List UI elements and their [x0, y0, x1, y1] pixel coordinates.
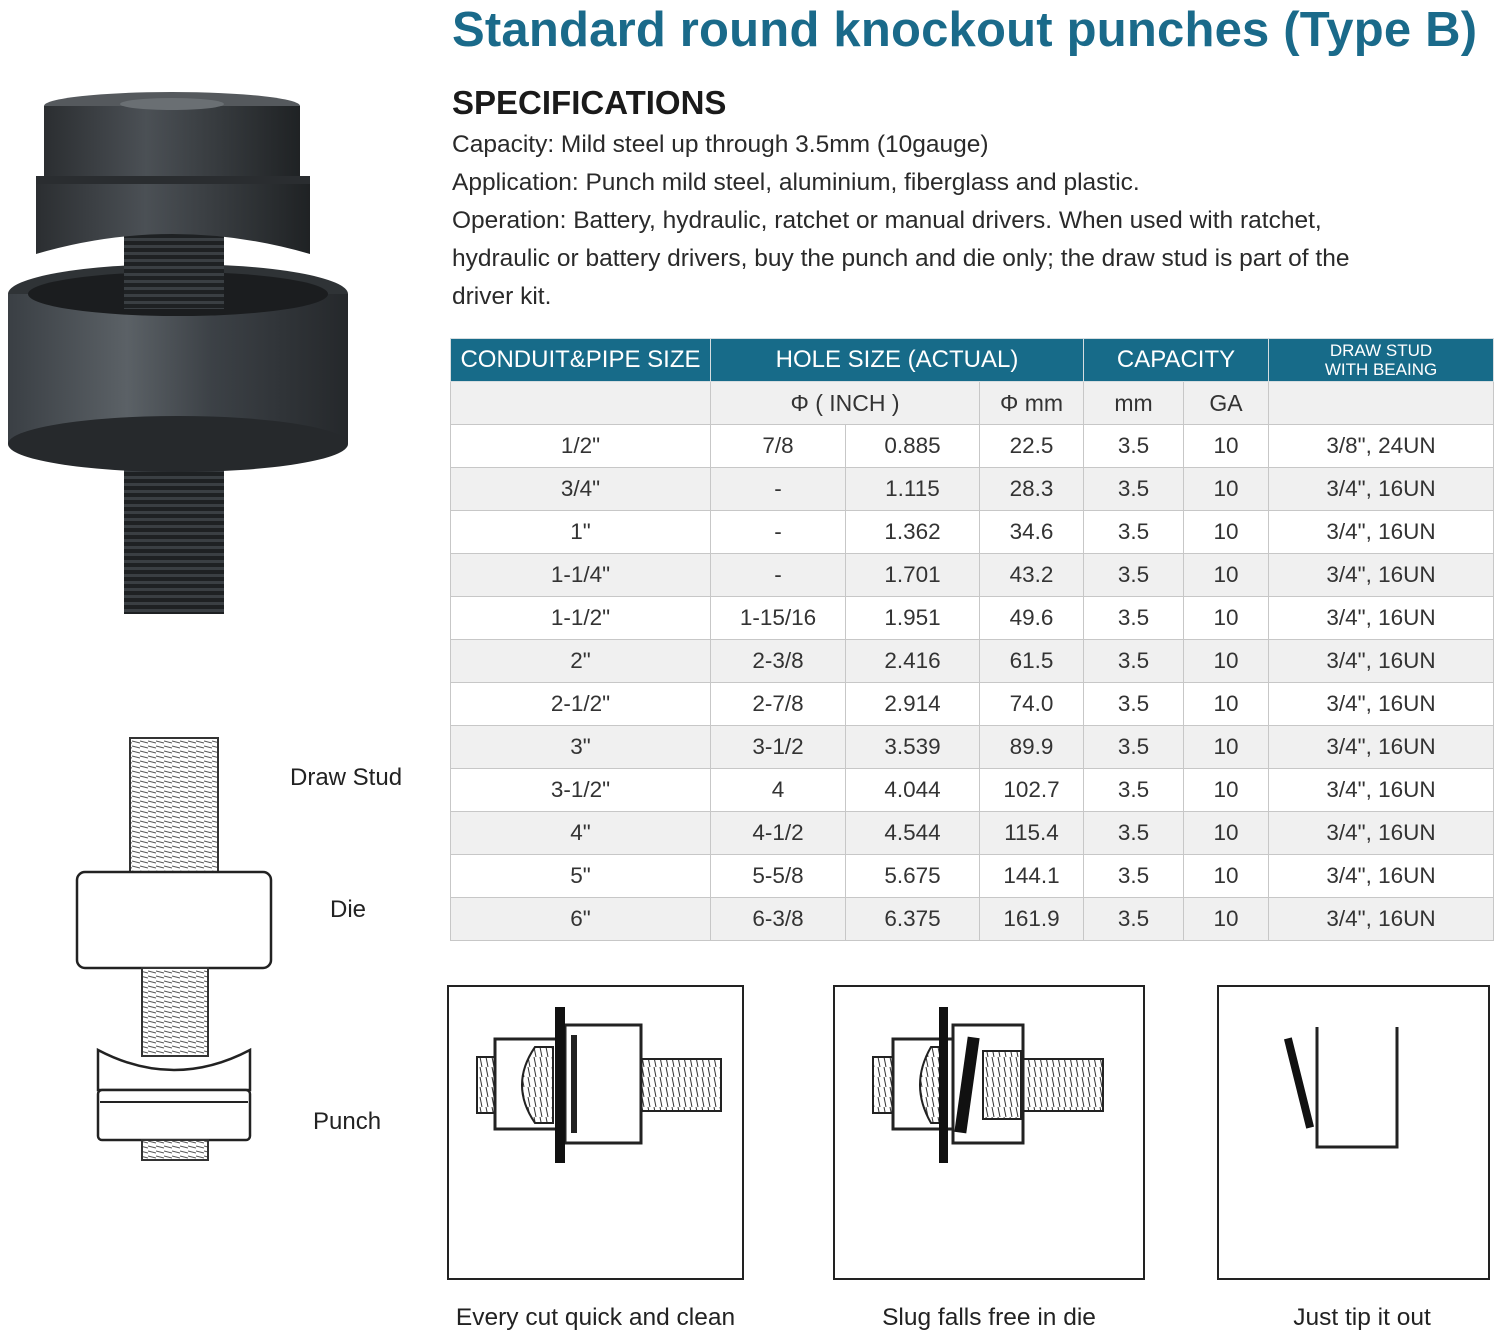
table-row — [451, 511, 1494, 554]
cell-hole-inch-decimal: 2.416 — [846, 640, 980, 683]
cell-hole-mm: 43.2 — [980, 554, 1084, 597]
subheader-inch: Φ ( INCH ) — [711, 382, 980, 425]
cell-hole-mm: 115.4 — [980, 812, 1084, 855]
cell-hole-inch-decimal: 4.544 — [846, 812, 980, 855]
table-row — [451, 726, 1494, 769]
cell-hole-inch-decimal: 1.362 — [846, 511, 980, 554]
table-row — [451, 640, 1494, 683]
cell-conduit-size: 1" — [451, 511, 711, 554]
cell-hole-inch-fraction: 1-15/16 — [711, 597, 846, 640]
cell-capacity-mm: 3.5 — [1084, 726, 1184, 769]
cell-hole-mm: 28.3 — [980, 468, 1084, 511]
header-hole-size: HOLE SIZE (ACTUAL) — [711, 339, 1084, 382]
cell-hole-mm: 34.6 — [980, 511, 1084, 554]
cell-capacity-mm: 3.5 — [1084, 468, 1184, 511]
cell-hole-inch-decimal: 5.675 — [846, 855, 980, 898]
cell-hole-inch-decimal: 0.885 — [846, 425, 980, 468]
cell-draw-stud: 3/4", 16UN — [1269, 468, 1494, 511]
cell-draw-stud: 3/4", 16UN — [1269, 640, 1494, 683]
cell-hole-inch-decimal: 1.951 — [846, 597, 980, 640]
die-part — [77, 872, 271, 968]
cell-hole-inch-fraction: 4-1/2 — [711, 812, 846, 855]
cell-draw-stud: 3/4", 16UN — [1269, 683, 1494, 726]
header-capacity: CAPACITY — [1084, 339, 1269, 382]
cell-draw-stud: 3/4", 16UN — [1269, 812, 1494, 855]
cell-capacity-ga: 10 — [1184, 683, 1269, 726]
cell-conduit-size: 3-1/2" — [451, 769, 711, 812]
cell-draw-stud: 3/4", 16UN — [1269, 726, 1494, 769]
cell-hole-inch-decimal: 1.701 — [846, 554, 980, 597]
cell-hole-inch-decimal: 3.539 — [846, 726, 980, 769]
cell-draw-stud: 3/4", 16UN — [1269, 855, 1494, 898]
spec-operation-end: driver kit. — [452, 283, 552, 310]
table-row — [451, 597, 1494, 640]
cell-conduit-size: 2-1/2" — [451, 683, 711, 726]
subheader-empty — [451, 382, 711, 425]
table-row — [451, 855, 1494, 898]
cell-conduit-size: 5" — [451, 855, 711, 898]
cell-hole-inch-fraction: - — [711, 468, 846, 511]
table-row — [451, 683, 1494, 726]
cell-hole-inch-decimal: 4.044 — [846, 769, 980, 812]
cell-capacity-ga: 10 — [1184, 597, 1269, 640]
label-draw-stud: Draw Stud — [290, 764, 403, 791]
table-row — [451, 554, 1494, 597]
specifications-heading: SPECIFICATIONS — [452, 84, 727, 121]
cell-hole-inch-decimal: 6.375 — [846, 898, 980, 941]
cell-hole-mm: 102.7 — [980, 769, 1084, 812]
spec-application: Application: Punch mild steel, aluminium, fiberglass and plastic. — [452, 169, 1140, 196]
knockout-punch-photo — [0, 84, 360, 624]
slug-illustration — [835, 987, 1143, 1278]
cell-hole-inch-fraction: - — [711, 554, 846, 597]
cell-conduit-size: 1-1/4" — [451, 554, 711, 597]
tip-illustration — [1219, 987, 1488, 1278]
cell-capacity-mm: 3.5 — [1084, 425, 1184, 468]
cell-conduit-size: 3" — [451, 726, 711, 769]
cell-capacity-mm: 3.5 — [1084, 511, 1184, 554]
step-panel-cut — [447, 985, 744, 1280]
spec-table — [450, 338, 1493, 941]
cell-hole-inch-fraction: 4 — [711, 769, 846, 812]
cell-capacity-ga: 10 — [1184, 769, 1269, 812]
header-draw-stud-line2: WITH BEAING — [1324, 360, 1438, 379]
specifications-text — [452, 126, 1412, 316]
cell-capacity-ga: 10 — [1184, 468, 1269, 511]
cell-hole-mm: 22.5 — [980, 425, 1084, 468]
cell-capacity-ga: 10 — [1184, 726, 1269, 769]
cell-capacity-mm: 3.5 — [1084, 554, 1184, 597]
cell-capacity-mm: 3.5 — [1084, 898, 1184, 941]
cell-draw-stud: 3/4", 16UN — [1269, 769, 1494, 812]
cell-draw-stud: 3/4", 16UN — [1269, 898, 1494, 941]
cell-draw-stud: 3/4", 16UN — [1269, 554, 1494, 597]
cell-draw-stud: 3/4", 16UN — [1269, 597, 1494, 640]
cell-hole-inch-fraction: 2-3/8 — [711, 640, 846, 683]
subheader-mm: mm — [1084, 382, 1184, 425]
draw-stud-part — [130, 738, 218, 873]
cell-capacity-mm: 3.5 — [1084, 855, 1184, 898]
cell-conduit-size: 6" — [451, 898, 711, 941]
table-body — [451, 425, 1494, 941]
cell-hole-inch-fraction: - — [711, 511, 846, 554]
cell-capacity-mm: 3.5 — [1084, 597, 1184, 640]
label-punch: Punch — [313, 1108, 382, 1135]
spec-capacity: Capacity: Mild steel up through 3.5mm (10gauge) — [452, 131, 989, 158]
step-panel-slug — [833, 985, 1145, 1280]
cell-hole-mm: 89.9 — [980, 726, 1084, 769]
caption-slug: Slug falls free in die — [882, 1304, 1096, 1331]
cell-capacity-mm: 3.5 — [1084, 812, 1184, 855]
cell-draw-stud: 3/8", 24UN — [1269, 425, 1494, 468]
cell-hole-mm: 161.9 — [980, 898, 1084, 941]
table-row — [451, 812, 1494, 855]
cell-conduit-size: 1-1/2" — [451, 597, 711, 640]
cell-hole-mm: 61.5 — [980, 640, 1084, 683]
cell-capacity-mm: 3.5 — [1084, 640, 1184, 683]
exploded-diagram — [60, 730, 280, 1170]
table-row — [451, 468, 1494, 511]
cell-hole-inch-fraction: 7/8 — [711, 425, 846, 468]
cell-capacity-ga: 10 — [1184, 640, 1269, 683]
table-row — [451, 769, 1494, 812]
header-conduit-size: CONDUIT&PIPE SIZE — [451, 339, 711, 382]
cell-capacity-ga: 10 — [1184, 812, 1269, 855]
cell-capacity-ga: 10 — [1184, 855, 1269, 898]
cell-hole-inch-fraction: 2-7/8 — [711, 683, 846, 726]
subheader-empty-2 — [1269, 382, 1494, 425]
cell-capacity-ga: 10 — [1184, 554, 1269, 597]
cut-illustration — [449, 987, 742, 1278]
label-die: Die — [330, 896, 367, 923]
caption-tip: Just tip it out — [1293, 1304, 1431, 1331]
cell-hole-mm: 74.0 — [980, 683, 1084, 726]
cell-capacity-mm: 3.5 — [1084, 769, 1184, 812]
cell-capacity-ga: 10 — [1184, 511, 1269, 554]
header-draw-stud-line1: DRAW STUD — [1329, 341, 1433, 360]
spec-operation-cont: hydraulic or battery drivers, buy the punch and die only; the draw stud is part of the — [452, 245, 1350, 272]
page-title: Standard round knockout punches (Type B) — [452, 3, 1478, 57]
spec-operation: Operation: Battery, hydraulic, ratchet or manual drivers. When used with ratchet, — [452, 207, 1322, 234]
cell-hole-inch-fraction: 3-1/2 — [711, 726, 846, 769]
cell-draw-stud: 3/4", 16UN — [1269, 511, 1494, 554]
cell-hole-mm: 144.1 — [980, 855, 1084, 898]
cell-hole-inch-decimal: 2.914 — [846, 683, 980, 726]
cell-capacity-ga: 10 — [1184, 898, 1269, 941]
caption-cut: Every cut quick and clean — [455, 1304, 736, 1331]
cell-hole-inch-fraction: 6-3/8 — [711, 898, 846, 941]
table-row — [451, 898, 1494, 941]
cell-conduit-size: 1/2" — [451, 425, 711, 468]
step-panel-tip — [1217, 985, 1490, 1280]
cell-conduit-size: 2" — [451, 640, 711, 683]
cell-capacity-mm: 3.5 — [1084, 683, 1184, 726]
cell-conduit-size: 3/4" — [451, 468, 711, 511]
cell-hole-mm: 49.6 — [980, 597, 1084, 640]
table-row — [451, 425, 1494, 468]
cell-hole-inch-decimal: 1.115 — [846, 468, 980, 511]
subheader-hole-mm: Φ mm — [980, 382, 1084, 425]
cell-hole-inch-fraction: 5-5/8 — [711, 855, 846, 898]
subheader-ga: GA — [1184, 382, 1269, 425]
header-draw-stud — [1269, 339, 1494, 382]
cell-conduit-size: 4" — [451, 812, 711, 855]
cell-capacity-ga: 10 — [1184, 425, 1269, 468]
